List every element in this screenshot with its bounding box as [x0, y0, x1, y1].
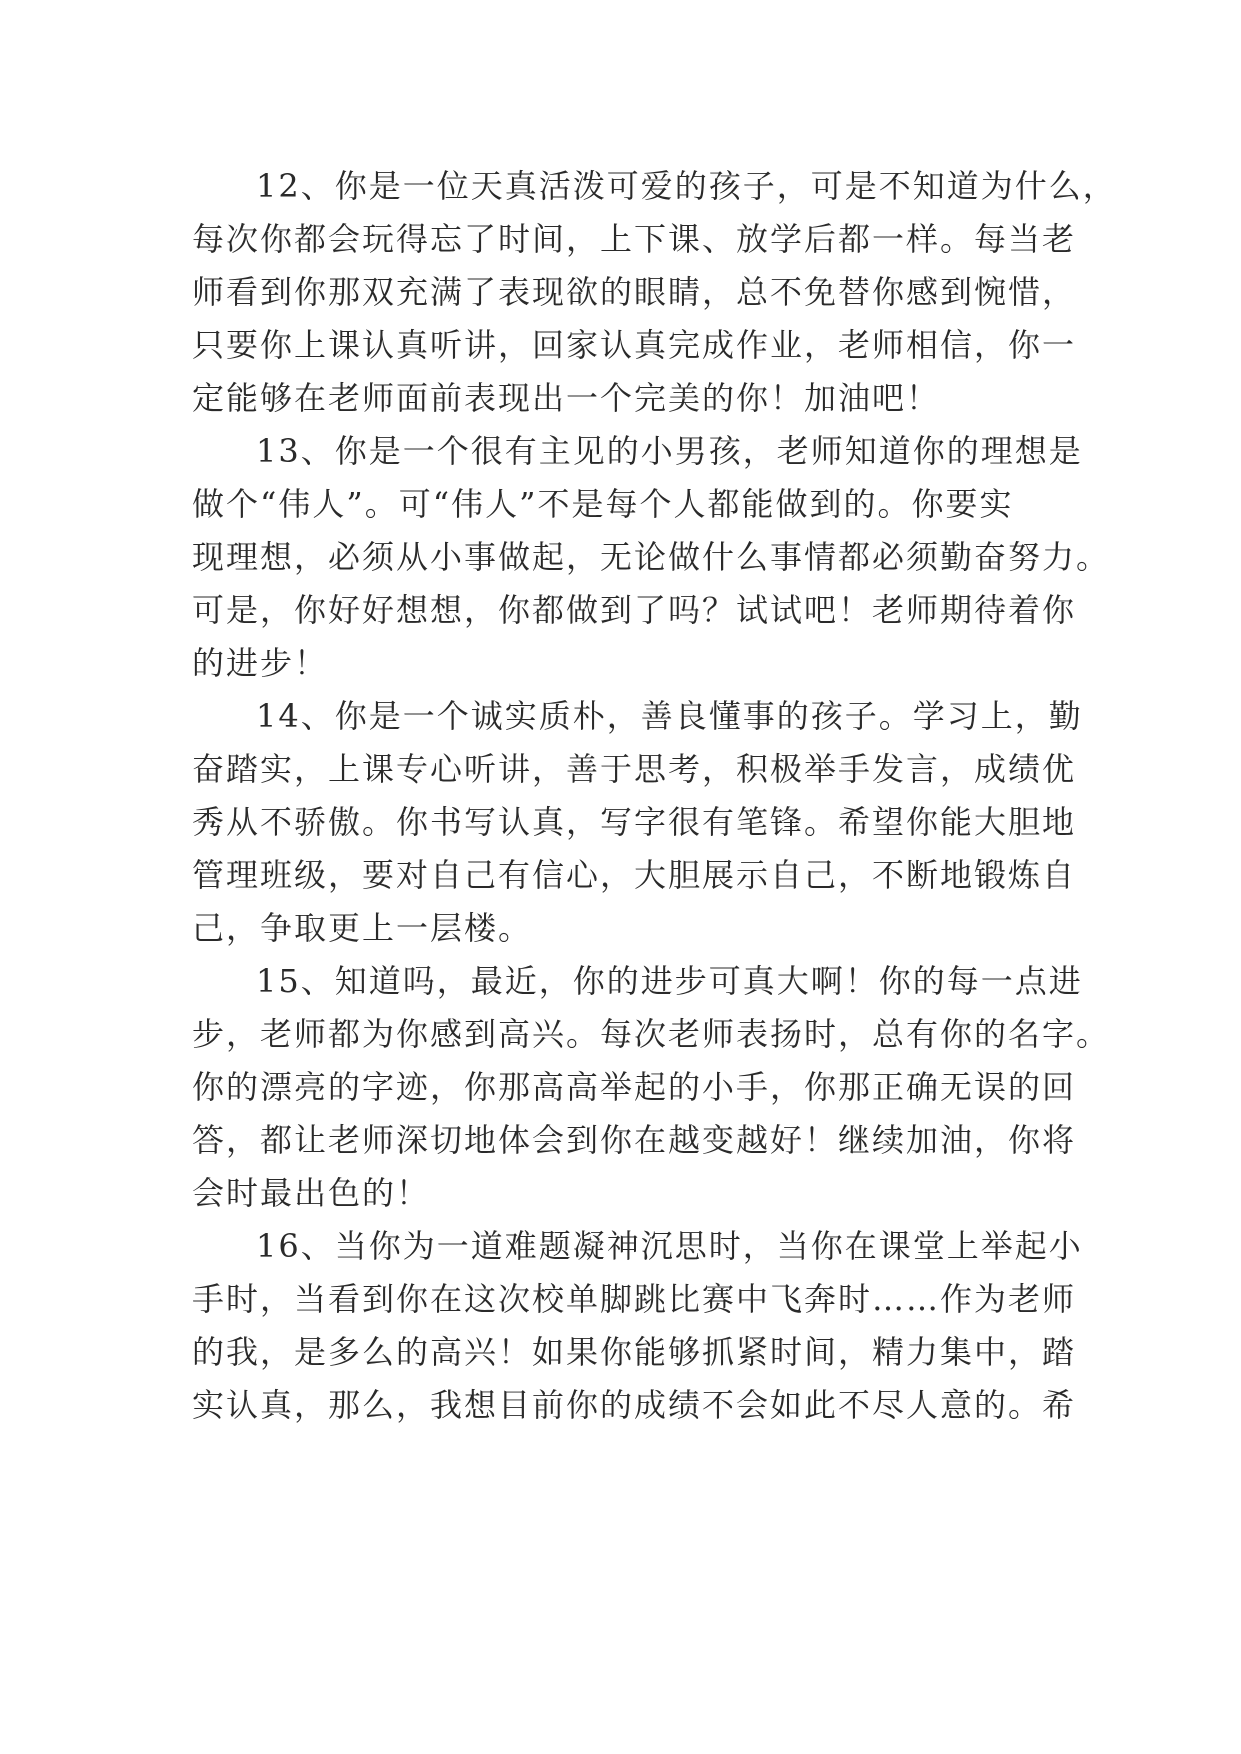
text-line: 会时最出色的！ [192, 1174, 431, 1212]
text-line: 只要你上课认真听讲，回家认真完成作业，老师相信，你一 [192, 326, 1077, 364]
comment-paragraph-14 [192, 690, 1083, 955]
comment-paragraph-12 [192, 160, 1117, 425]
text-line: 12、你是一位天真活泼可爱的孩子，可是不知道为什么， [256, 167, 1117, 205]
comment-paragraph-15 [192, 955, 1111, 1220]
text-line: 16、当你为一道难题凝神沉思时，当你在课堂上举起小 [256, 1227, 1083, 1265]
text-line: 管理班级，要对自己有信心，大胆展示自己，不断地锻炼自 [192, 856, 1077, 894]
text-line: 秀从不骄傲。你书写认真，写字很有笔锋。希望你能大胆地 [192, 803, 1077, 841]
text-line: 奋踏实，上课专心听讲，善于思考，积极举手发言，成绩优 [192, 750, 1077, 788]
text-line: 每次你都会玩得忘了时间，上下课、放学后都一样。每当老 [192, 220, 1077, 258]
text-line: 答，都让老师深切地体会到你在越变越好！继续加油，你将 [192, 1121, 1077, 1159]
text-line: 师看到你那双充满了表现欲的眼睛，总不免替你感到惋惜， [192, 273, 1077, 311]
text-line: 己，争取更上一层楼。 [192, 909, 533, 947]
text-line: 实认真，那么，我想目前你的成绩不会如此不尽人意的。希 [192, 1386, 1077, 1424]
text-line: 步，老师都为你感到高兴。每次老师表扬时，总有你的名字。 [192, 1015, 1111, 1053]
text-line: 可是，你好好想想，你都做到了吗？试试吧！老师期待着你 [192, 591, 1077, 629]
text-line: 定能够在老师面前表现出一个完美的你！加油吧！ [192, 379, 941, 417]
document-body [192, 160, 1117, 1432]
text-line: 现理想，必须从小事做起，无论做什么事情都必须勤奋努力。 [192, 538, 1111, 576]
text-line: 13、你是一个很有主见的小男孩，老师知道你的理想是 [256, 432, 1083, 470]
text-line: 你的漂亮的字迹，你那高高举起的小手，你那正确无误的回 [192, 1068, 1077, 1106]
text-line: 做个“伟人”。可“伟人”不是每个人都能做到的。你要实 [192, 485, 1014, 523]
text-line: 手时，当看到你在这次校单脚跳比赛中飞奔时……作为老师 [192, 1280, 1077, 1318]
comment-paragraph-16 [192, 1220, 1083, 1432]
text-line: 的我，是多么的高兴！如果你能够抓紧时间，精力集中，踏 [192, 1333, 1077, 1371]
text-line: 15、知道吗，最近，你的进步可真大啊！你的每一点进 [256, 962, 1083, 1000]
text-line: 的进步！ [192, 644, 329, 682]
text-line: 14、你是一个诚实质朴，善良懂事的孩子。学习上，勤 [256, 697, 1083, 735]
comment-paragraph-13 [192, 425, 1111, 690]
